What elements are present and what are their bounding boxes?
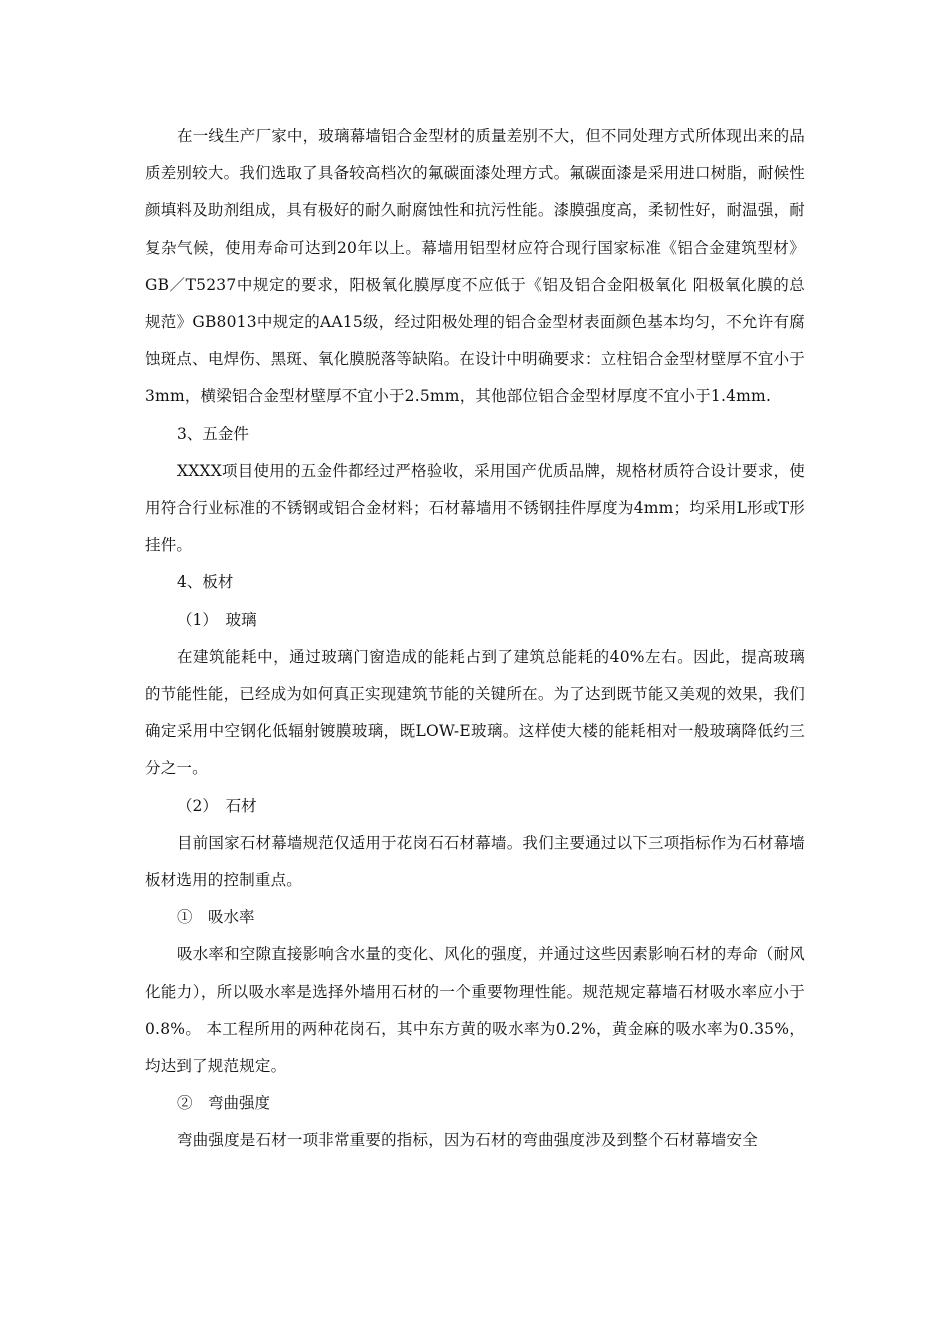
paragraph-stone: 目前国家石材幕墙规范仅适用于花岗石石材幕墙。我们主要通过以下三项指标作为石材幕墙板材选用的控制重点。 xyxy=(145,833,806,890)
paragraph-aluminum-profiles: 在一线生产厂家中，玻璃幕墙铝合金型材的质量差别不大，但不同处理方式所体现出来的品质差别较大。我们选取了具备较高档次的氟碳面漆处理方式。氟碳面漆是采用进口树脂，耐候性颜填料及助剂组成，具有极好的耐久耐腐蚀性和抗污性能。漆膜强度高，柔韧性好，耐温强，耐复杂气候，使用寿命可达到20年以上。幕墙用铝型材应符合现行国家标准《铝合金建筑型材》GB／T5237中规定的要求，阳极氧化膜厚度不应低于《铝及铝合金阳极氧化 阳极氧化膜的总规范》GB8013中规定的AA15级，经过阳极处理的铝合金型材表面颜色基本均匀，不允许有腐蚀斑点、电焊伤、黑斑、氧化膜脱落等缺陷。在设计中明确要求：立柱铝合金型材壁厚不宜小于3mm，横梁铝合金型材壁厚不宜小于2.5mm，其他部位铝合金型材厚度不宜小于1.4mm. xyxy=(145,127,806,406)
paragraph-bending-strength: 弯曲强度是石材一项非常重要的指标，因为石材的弯曲强度涉及到整个石材幕墙安全 xyxy=(177,1131,758,1150)
paragraph-hardware: XXXX项目使用的五金件都经过严格验收，采用国产优质品牌，规格材质符合设计要求，使用符合行业标准的不锈钢或铝合金材料；石材幕墙用不锈钢挂件厚度为4mm；均采用L形或T形挂件。 xyxy=(145,461,805,555)
heading-panels: 4、板材 xyxy=(177,573,234,592)
paragraph-glass: 在建筑能耗中，通过玻璃门窗造成的能耗占到了建筑总能耗的40%左右。因此，提高玻璃的节能性能，已经成为如何真正实现建筑节能的关键所在。为了达到既节能又美观的效果，我们确定采用中空钢化低辐射镀膜玻璃，既LOW-E玻璃。这样使大楼的能耗相对一般玻璃降低约三分之一。 xyxy=(145,647,805,778)
heading-bending-strength: ② 弯曲强度 xyxy=(177,1094,271,1113)
heading-stone: （2） 石材 xyxy=(177,796,257,815)
heading-glass: （1） 玻璃 xyxy=(177,610,257,629)
document-body xyxy=(145,118,805,1160)
heading-water-absorption: ① 吸水率 xyxy=(177,908,255,927)
heading-hardware: 3、五金件 xyxy=(177,424,249,443)
paragraph-water-absorption: 吸水率和空隙直接影响含水量的变化、风化的强度，并通过这些因素影响石材的寿命（耐风化能力），所以吸水率是选择外墙用石材的一个重要物理性能。规范规定幕墙石材吸水率应小于0.8%。 本工程所用的两种花岗石，其中东方黄的吸水率为0.2%，黄金麻的吸水率为0.35%，均达到了规范规定。 xyxy=(145,945,806,1076)
